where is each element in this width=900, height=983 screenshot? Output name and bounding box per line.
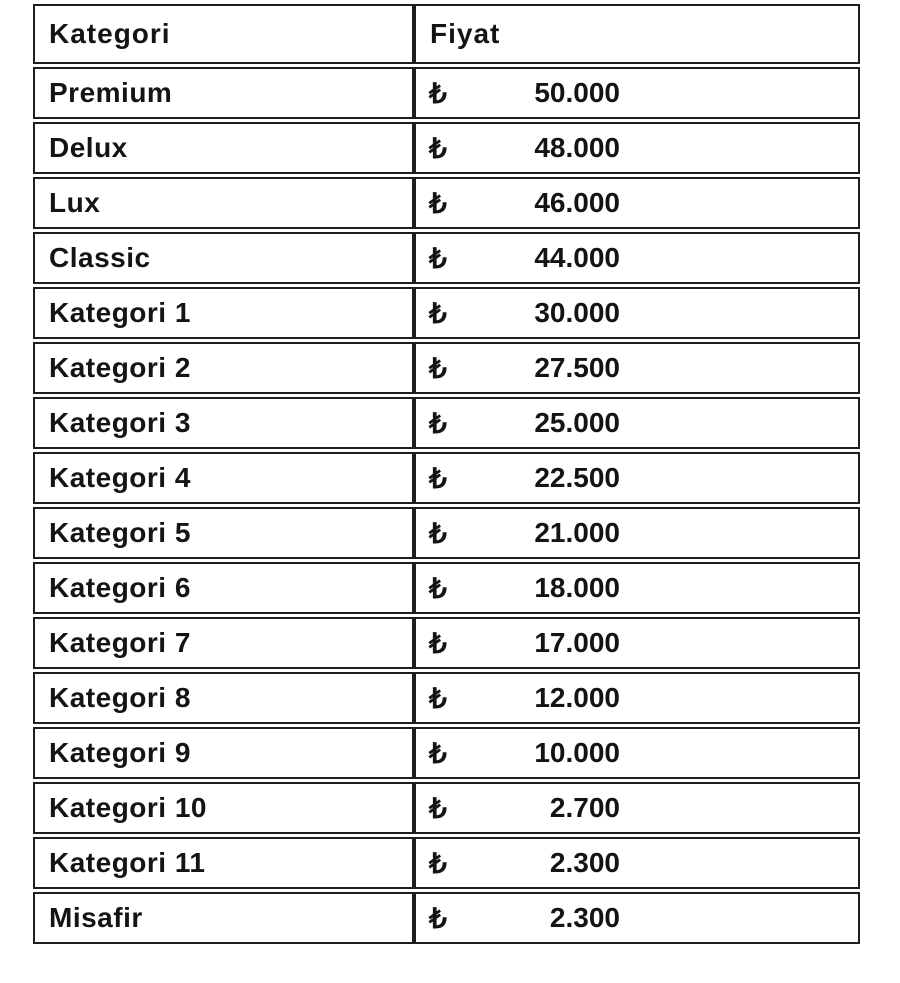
price-amount: 21.000	[534, 517, 620, 548]
lira-currency-symbol: ₺	[429, 297, 447, 329]
price-cell	[414, 617, 860, 669]
price-cell	[414, 892, 860, 944]
price-cell	[414, 727, 860, 779]
lira-currency-symbol: ₺	[429, 627, 447, 659]
price-cell	[414, 507, 860, 559]
category-label: Kategori 3	[49, 407, 191, 438]
price-amount: 48.000	[534, 132, 620, 163]
price-cell	[414, 452, 860, 504]
price-cell	[414, 562, 860, 614]
table-row	[33, 837, 860, 889]
price-amount: 17.000	[534, 627, 620, 658]
price-amount: 44.000	[534, 242, 620, 273]
price-cell	[414, 67, 860, 119]
price-cell	[414, 672, 860, 724]
category-cell	[33, 507, 414, 559]
category-label: Kategori 4	[49, 462, 191, 493]
price-amount: 27.500	[534, 352, 620, 383]
category-label: Kategori 6	[49, 572, 191, 603]
category-label: Kategori 5	[49, 517, 191, 548]
category-label: Kategori 2	[49, 352, 191, 383]
category-label: Premium	[49, 77, 173, 108]
lira-currency-symbol: ₺	[429, 352, 447, 384]
price-amount: 46.000	[534, 187, 620, 218]
category-label: Kategori 1	[49, 297, 191, 328]
price-amount: 25.000	[534, 407, 620, 438]
price-cell	[414, 177, 860, 229]
category-label: Classic	[49, 242, 151, 273]
table-row	[33, 232, 860, 284]
header-row	[33, 4, 860, 64]
category-cell	[33, 562, 414, 614]
table-row	[33, 672, 860, 724]
price-cell	[414, 287, 860, 339]
table-row	[33, 397, 860, 449]
price-amount: 50.000	[534, 77, 620, 108]
table-row	[33, 727, 860, 779]
price-table	[33, 1, 860, 947]
table-row	[33, 617, 860, 669]
lira-currency-symbol: ₺	[429, 242, 447, 274]
header-kategori	[33, 4, 414, 64]
price-amount: 2.700	[549, 792, 620, 823]
category-label: Kategori 11	[49, 847, 206, 878]
lira-currency-symbol: ₺	[429, 737, 447, 769]
lira-currency-symbol: ₺	[429, 682, 447, 714]
lira-currency-symbol: ₺	[429, 792, 447, 824]
price-cell	[414, 837, 860, 889]
category-label: Lux	[49, 187, 101, 218]
header-kategori-label: Kategori	[49, 18, 171, 49]
category-cell	[33, 342, 414, 394]
price-amount: 10.000	[534, 737, 620, 768]
lira-currency-symbol: ₺	[429, 462, 447, 494]
table-row	[33, 507, 860, 559]
price-amount: 18.000	[534, 572, 620, 603]
category-cell	[33, 287, 414, 339]
category-label: Kategori 8	[49, 682, 191, 713]
lira-currency-symbol: ₺	[429, 77, 447, 109]
price-cell	[414, 782, 860, 834]
table-row	[33, 892, 860, 944]
category-cell	[33, 727, 414, 779]
price-amount: 22.500	[534, 462, 620, 493]
lira-currency-symbol: ₺	[429, 132, 447, 164]
price-amount: 2.300	[549, 847, 620, 878]
category-cell	[33, 177, 414, 229]
category-cell	[33, 782, 414, 834]
category-label: Kategori 7	[49, 627, 191, 658]
table-row	[33, 122, 860, 174]
price-amount: 12.000	[534, 682, 620, 713]
lira-currency-symbol: ₺	[429, 187, 447, 219]
category-cell	[33, 232, 414, 284]
price-cell	[414, 342, 860, 394]
category-cell	[33, 452, 414, 504]
price-cell	[414, 122, 860, 174]
lira-currency-symbol: ₺	[429, 572, 447, 604]
table-row	[33, 342, 860, 394]
table-row	[33, 562, 860, 614]
header-fiyat	[414, 4, 860, 64]
price-amount: 30.000	[534, 297, 620, 328]
category-label: Misafir	[49, 902, 143, 933]
category-cell	[33, 67, 414, 119]
category-label: Delux	[49, 132, 128, 163]
header-fiyat-label: Fiyat	[430, 18, 501, 49]
price-cell	[414, 232, 860, 284]
category-cell	[33, 837, 414, 889]
category-label: Kategori 9	[49, 737, 191, 768]
table-row	[33, 177, 860, 229]
category-label: Kategori 10	[49, 792, 207, 823]
price-cell	[414, 397, 860, 449]
table-row	[33, 67, 860, 119]
category-cell	[33, 122, 414, 174]
table-row	[33, 287, 860, 339]
table-row	[33, 452, 860, 504]
lira-currency-symbol: ₺	[429, 847, 447, 879]
lira-currency-symbol: ₺	[429, 517, 447, 549]
lira-currency-symbol: ₺	[429, 902, 447, 934]
table-row	[33, 782, 860, 834]
category-cell	[33, 672, 414, 724]
category-cell	[33, 617, 414, 669]
category-cell	[33, 397, 414, 449]
price-amount: 2.300	[549, 902, 620, 933]
category-cell	[33, 892, 414, 944]
lira-currency-symbol: ₺	[429, 407, 447, 439]
